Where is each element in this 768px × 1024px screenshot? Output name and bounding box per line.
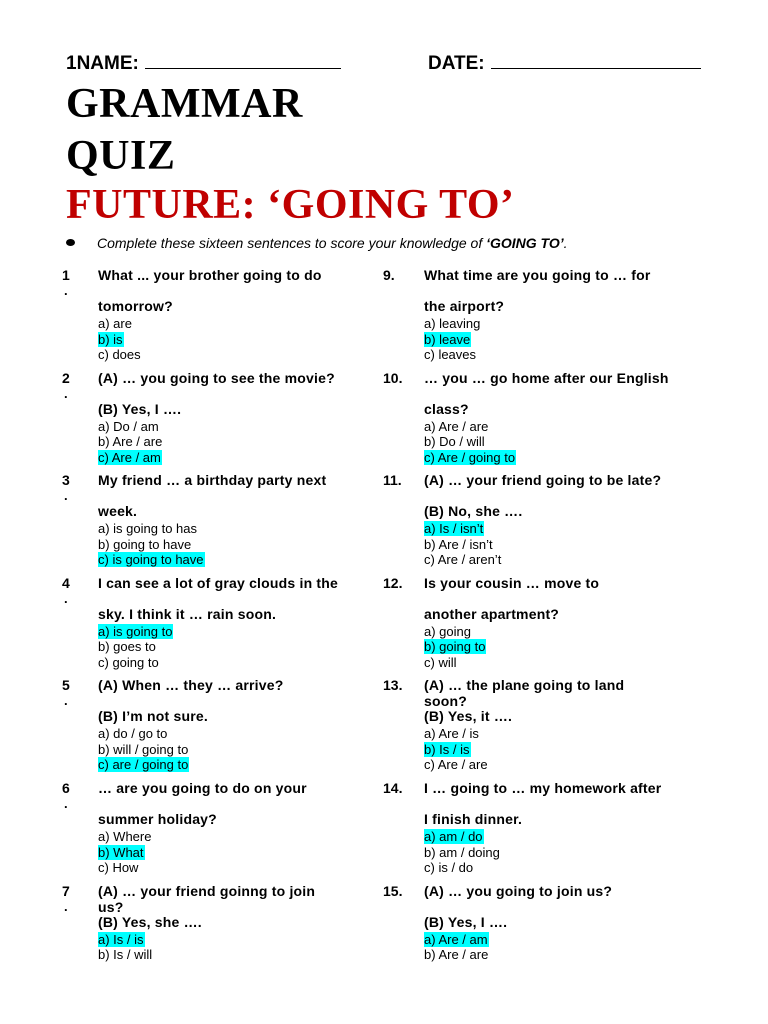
answer-option	[424, 450, 516, 465]
answer-option	[98, 726, 167, 741]
question-line-2: (B) Yes, I ….	[98, 400, 182, 417]
answer-option	[424, 932, 489, 947]
question-number: 4	[62, 574, 70, 591]
question-number-dot: .	[64, 488, 68, 504]
answer-option	[98, 450, 162, 465]
answer-option	[98, 947, 152, 962]
answer-option-correct: c) Are / going to	[424, 449, 516, 465]
question-line-1: My friend … a birthday party next	[98, 472, 327, 489]
answer-option-text: c) leaves	[424, 347, 477, 362]
question-number-dot: .	[64, 898, 68, 914]
question-line-1: (A) … you going to join us?	[424, 882, 613, 899]
question-line-1: … you … go home after our English	[424, 369, 669, 386]
question-item	[62, 472, 362, 572]
question-item	[383, 370, 683, 470]
question-number: 10.	[383, 369, 403, 386]
question-line-2: (B) I’m not sure.	[98, 708, 208, 725]
answer-option	[424, 552, 501, 567]
question-line-1: (A) … your friend goinng to join	[98, 882, 316, 899]
answer-option-text: a) Are / is	[424, 726, 479, 742]
instructions	[66, 235, 568, 251]
question-line-1: I … going to … my homework after	[424, 780, 662, 796]
answer-option-text: b) Are / are	[424, 947, 489, 963]
answer-option-correct: c) is going to have	[98, 552, 204, 568]
answer-option-correct: c) are / going to	[98, 757, 189, 773]
question-item	[383, 883, 683, 983]
question-number: 9.	[383, 267, 395, 283]
answer-option-correct: a) Are / am	[424, 931, 488, 947]
answer-option	[98, 332, 124, 347]
question-number-dot: .	[64, 693, 68, 709]
question-item	[62, 883, 362, 983]
instructions-emphasis: ‘GOING TO’	[486, 235, 564, 251]
question-number: 5	[62, 677, 70, 694]
question-line-1: (A) … the plane going to land	[424, 677, 625, 694]
question-line-1: I can see a lot of gray clouds in the	[98, 574, 339, 591]
date-label: DATE:	[428, 53, 485, 74]
answer-option-text: a) do / go to	[98, 726, 168, 742]
name-label: 1NAME:	[66, 53, 139, 74]
answer-option-correct: b) What	[98, 844, 144, 860]
answer-option	[424, 537, 493, 552]
answer-option	[98, 742, 188, 757]
question-line-1: (A) … you going to see the movie?	[98, 369, 335, 386]
question-number-dot: .	[64, 590, 68, 606]
question-item	[383, 575, 683, 675]
question-line-1: (A) … your friend going to be late?	[424, 472, 662, 489]
question-line-2: week.	[98, 503, 138, 520]
question-line-1: … are you going to do on your	[98, 780, 307, 796]
answer-option-text: c) Are / aren’t	[424, 552, 502, 568]
answer-option-text: b) Are / isn’t	[424, 536, 493, 552]
title-topic: FUTURE: ‘GOING TO’	[66, 182, 515, 228]
question-number: 2	[62, 369, 70, 386]
answer-option-correct: c) Are / am	[98, 449, 161, 465]
answer-option	[424, 347, 476, 362]
answer-option	[98, 316, 132, 331]
question-number-dot: .	[64, 283, 68, 298]
answer-option	[424, 434, 485, 449]
answer-option	[98, 655, 159, 670]
instructions-text: Complete these sixteen sentences to score your knowledge of	[97, 235, 487, 251]
question-number: 13.	[383, 677, 403, 694]
question-item	[383, 677, 683, 777]
answer-option-text: a) Where	[98, 829, 152, 844]
answer-option-text: c) does	[98, 347, 141, 362]
question-item	[62, 575, 362, 675]
name-blank[interactable]	[145, 52, 341, 69]
bullet-icon	[66, 239, 75, 246]
question-line-2: (B) Yes, it ….	[424, 708, 513, 725]
instructions-end: .	[563, 235, 568, 251]
date-blank[interactable]	[491, 52, 701, 69]
question-line-2: I finish dinner.	[424, 811, 523, 827]
answer-option-text: a) are	[98, 316, 132, 331]
answer-option	[424, 655, 457, 670]
question-line-1-cont: soon?	[424, 693, 467, 710]
answer-option	[424, 726, 479, 741]
answer-option-text: b) Are / are	[98, 434, 163, 450]
answer-option-correct: b) going to	[424, 639, 486, 655]
answer-option-text: b) Do / will	[424, 434, 485, 450]
answer-option-text: c) Are / are	[424, 757, 488, 773]
answer-option	[424, 332, 471, 347]
name-row	[66, 52, 341, 75]
answer-option	[98, 537, 191, 552]
answer-option-text: c) is / do	[424, 860, 474, 875]
question-line-2: tomorrow?	[98, 298, 173, 314]
answer-option	[424, 639, 486, 654]
answer-option-text: a) going	[424, 623, 471, 639]
answer-option-text: c) will	[424, 654, 457, 670]
question-line-1-cont: us?	[98, 898, 124, 915]
question-number: 11.	[383, 472, 402, 489]
question-number: 15.	[383, 882, 403, 899]
answer-option-text: b) going to have	[98, 536, 192, 552]
answer-option-correct: b) Is / is	[424, 741, 470, 757]
question-item	[62, 677, 362, 777]
answer-option	[424, 845, 500, 860]
answer-option-text: a) Do / am	[98, 418, 159, 434]
question-number: 6	[62, 780, 70, 796]
answer-option-text: a) is going to has	[98, 521, 198, 537]
answer-option	[98, 419, 159, 434]
answer-option-text: b) Is / will	[98, 947, 153, 963]
answer-option-correct: a) is going to	[98, 623, 173, 639]
question-line-2: (B) Yes, she ….	[98, 913, 202, 930]
answer-option	[98, 521, 197, 536]
question-line-1: What time are you going to … for	[424, 267, 651, 283]
question-number: 1	[62, 267, 70, 283]
answer-option-correct: a) Is / is	[98, 931, 144, 947]
answer-option-text: b) will / going to	[98, 741, 189, 757]
answer-option	[98, 860, 138, 875]
answer-option	[424, 860, 473, 875]
question-number-dot: .	[64, 385, 68, 401]
answer-option-text: b) goes to	[98, 639, 156, 655]
question-item	[62, 267, 362, 367]
answer-option	[98, 434, 162, 449]
answer-option	[424, 419, 488, 434]
answer-option	[98, 932, 145, 947]
answer-option-text: a) leaving	[424, 316, 481, 331]
question-line-2: sky. I think it … rain soon.	[98, 605, 277, 622]
date-row	[428, 52, 701, 75]
answer-option	[98, 347, 141, 362]
question-line-1: (A) When … they … arrive?	[98, 677, 284, 694]
answer-option-text: b) am / doing	[424, 844, 500, 860]
answer-option	[424, 742, 471, 757]
question-item	[62, 370, 362, 470]
question-line-2: (B) Yes, I ….	[424, 913, 508, 930]
answer-option-text: c) How	[98, 860, 139, 875]
answer-option-correct: a) am / do	[424, 829, 483, 844]
answer-option	[98, 829, 151, 844]
answer-option	[424, 521, 484, 536]
answer-option	[424, 624, 471, 639]
question-line-2: another apartment?	[424, 605, 560, 622]
answer-option	[98, 639, 156, 654]
question-item	[62, 780, 362, 880]
answer-option-correct: a) Is / isn’t	[424, 521, 484, 537]
answer-option	[424, 316, 480, 331]
title-quiz: QUIZ	[66, 133, 176, 179]
question-item	[383, 267, 683, 367]
question-number: 12.	[383, 574, 403, 591]
question-line-2: (B) No, she ….	[424, 503, 523, 520]
question-line-2: summer holiday?	[98, 811, 217, 827]
question-number: 7	[62, 882, 70, 899]
answer-option-text: c) going to	[98, 654, 159, 670]
answer-option	[98, 552, 205, 567]
answer-option	[424, 829, 484, 844]
question-line-1: What ... your brother going to do	[98, 267, 322, 283]
answer-option-text: a) Are / are	[424, 418, 489, 434]
answer-option-correct: b) is	[98, 331, 123, 347]
question-item	[383, 780, 683, 880]
question-number: 3	[62, 472, 70, 489]
answer-option	[98, 845, 145, 860]
question-line-2: the airport?	[424, 298, 505, 314]
answer-option	[424, 757, 488, 772]
question-line-2: class?	[424, 400, 469, 417]
question-number-dot: .	[64, 796, 68, 811]
question-number: 14.	[383, 780, 403, 796]
answer-option	[424, 947, 488, 962]
answer-option	[98, 624, 173, 639]
question-line-1: Is your cousin … move to	[424, 574, 600, 591]
answer-option	[98, 757, 189, 772]
question-item	[383, 472, 683, 572]
answer-option-correct: b) leave	[424, 331, 471, 347]
title-grammar: GRAMMAR	[66, 81, 303, 127]
